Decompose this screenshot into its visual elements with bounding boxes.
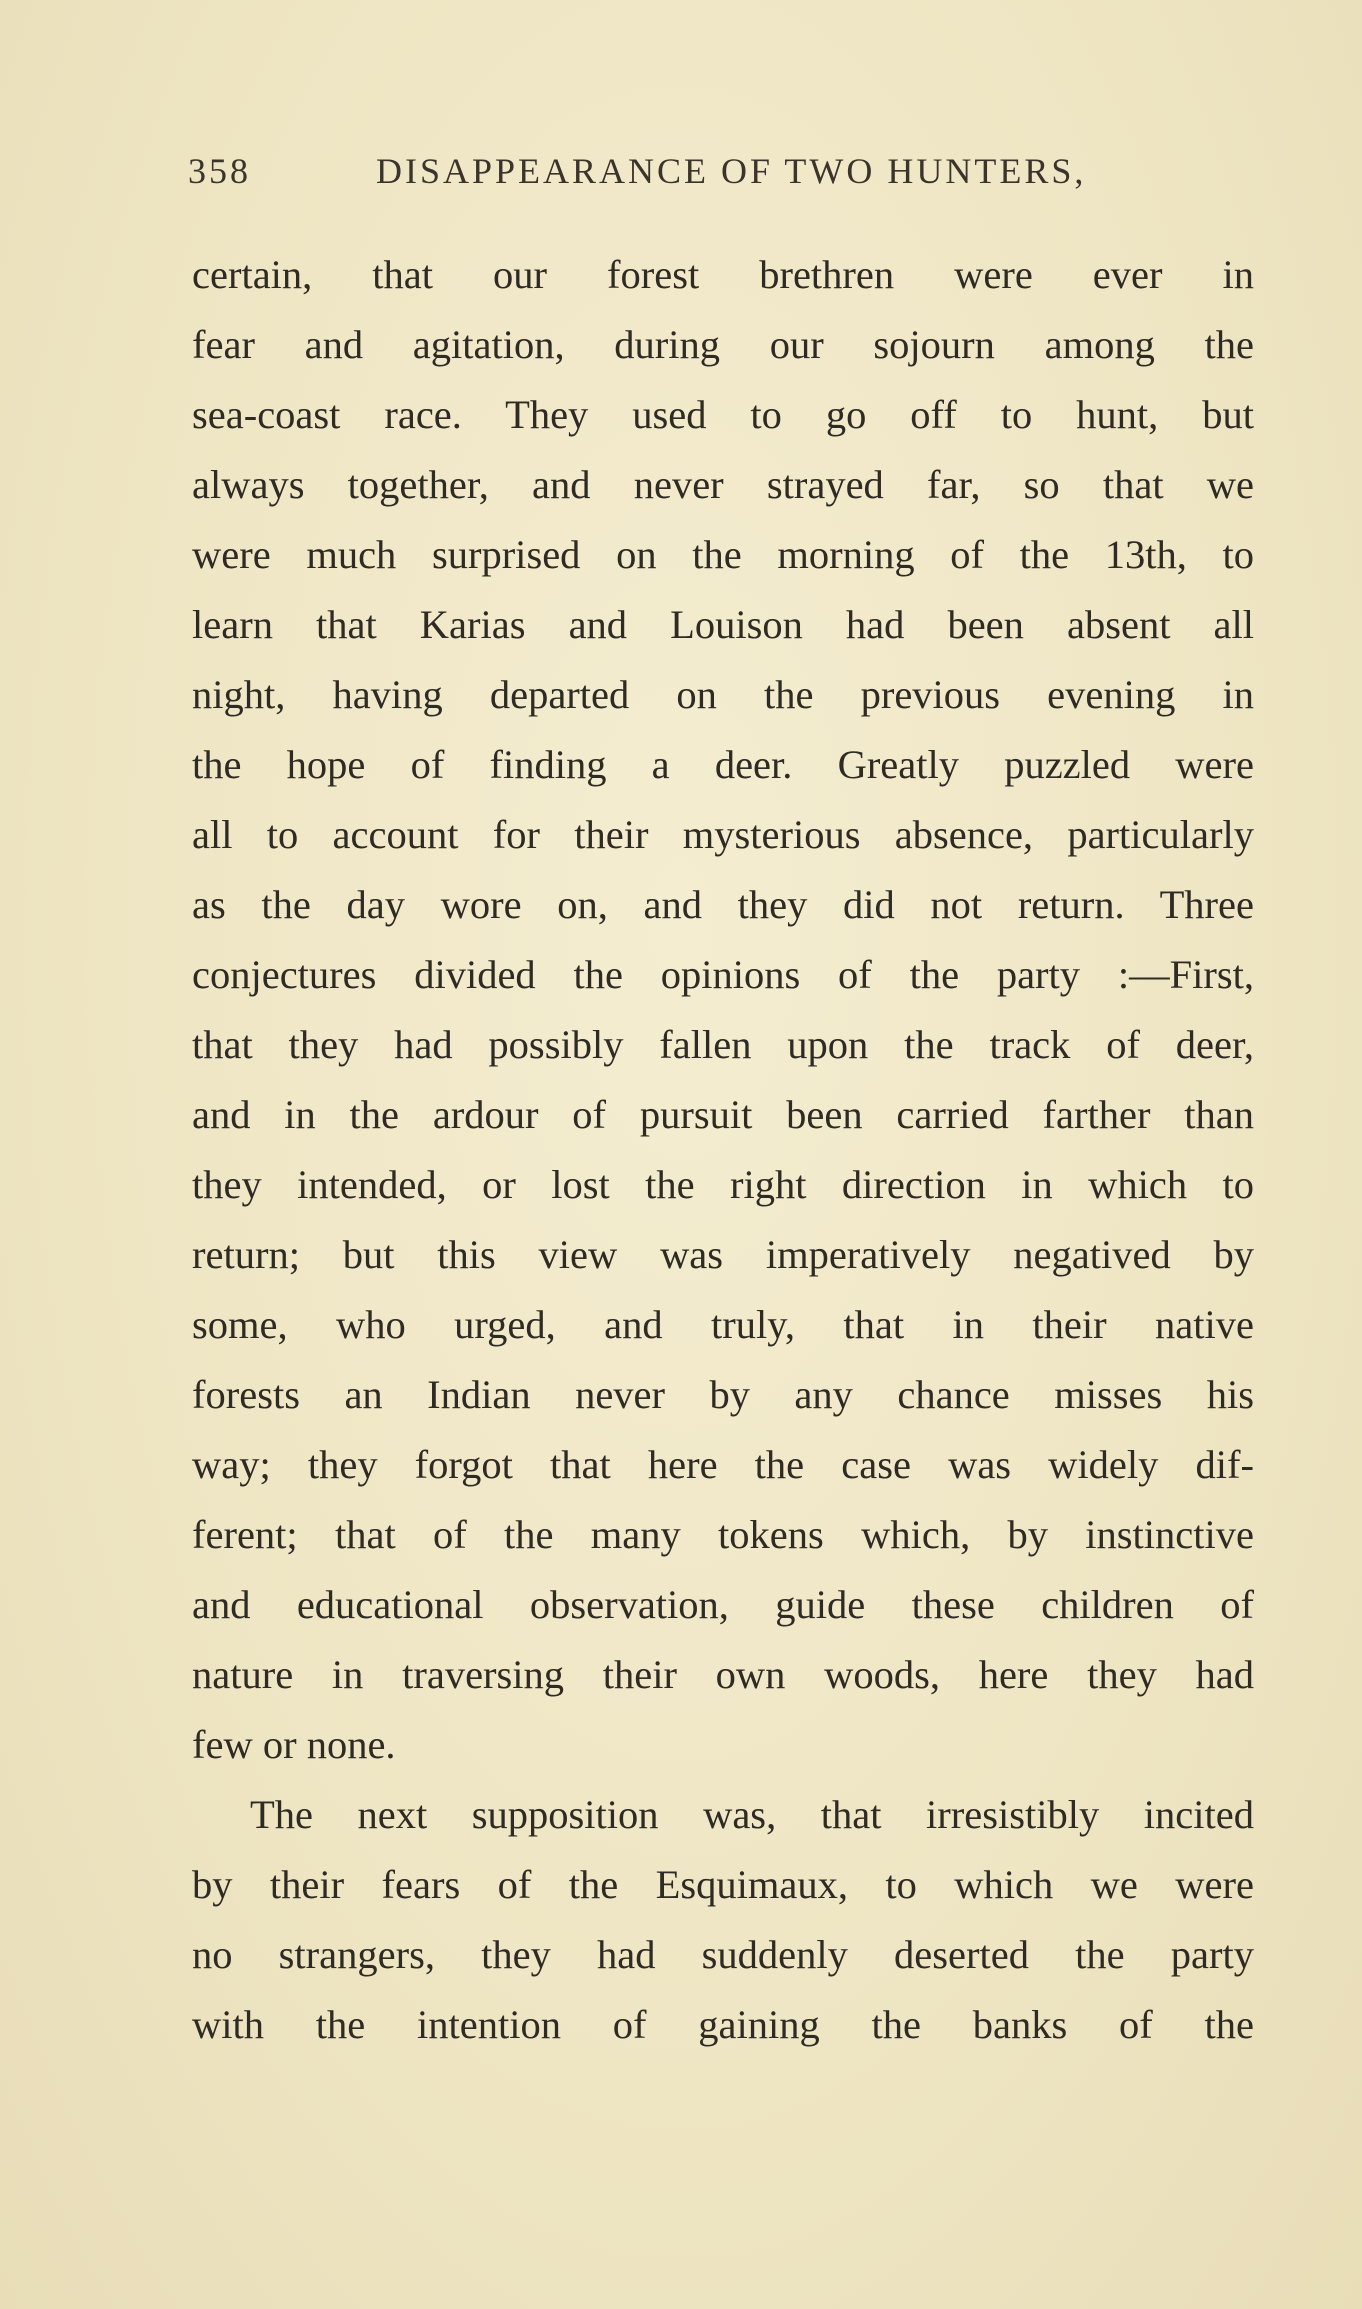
text-line: always together, and never strayed far, so that we bbox=[192, 462, 1254, 507]
text-line: way; they forgot that here the case was widely dif- bbox=[192, 1442, 1254, 1487]
text-line: with the intention of gaining the banks of the bbox=[192, 2002, 1254, 2047]
text-line: nature in traversing their own woods, here they had bbox=[192, 1652, 1254, 1697]
paragraph-1 bbox=[192, 240, 1254, 1780]
text-line: fear and agitation, during our sojourn among the bbox=[192, 322, 1254, 367]
text-line: they intended, or lost the right direction in which to bbox=[192, 1162, 1254, 1207]
text-line: The next supposition was, that irresistibly incited bbox=[250, 1792, 1254, 1837]
text-line: return; but this view was imperatively negatived by bbox=[192, 1232, 1254, 1277]
text-line: were much surprised on the morning of the 13th, to bbox=[192, 532, 1254, 577]
text-line: as the day wore on, and they did not return. Three bbox=[192, 882, 1254, 927]
text-line: no strangers, they had suddenly deserted the party bbox=[192, 1932, 1254, 1977]
text-line: all to account for their mysterious absence, particularly bbox=[192, 812, 1254, 857]
text-line: learn that Karias and Louison had been absent all bbox=[192, 602, 1254, 647]
text-line: few or none. bbox=[192, 1722, 396, 1767]
page-number: 358 bbox=[188, 151, 251, 191]
text-line: that they had possibly fallen upon the track of deer, bbox=[192, 1022, 1254, 1067]
text-line: certain, that our forest brethren were ever in bbox=[192, 252, 1254, 297]
text-line: and in the ardour of pursuit been carried farther than bbox=[192, 1092, 1254, 1137]
page-header bbox=[188, 150, 1188, 200]
running-head: DISAPPEARANCE OF TWO HUNTERS, bbox=[376, 151, 1087, 191]
text-line: sea-coast race. They used to go off to hunt, but bbox=[192, 392, 1254, 437]
body-text bbox=[192, 240, 1254, 2060]
text-line: the hope of finding a deer. Greatly puzzled were bbox=[192, 742, 1254, 787]
text-line: night, having departed on the previous evening in bbox=[192, 672, 1254, 717]
text-line: some, who urged, and truly, that in their native bbox=[192, 1302, 1254, 1347]
text-line: by their fears of the Esquimaux, to which we were bbox=[192, 1862, 1254, 1907]
text-line: ferent; that of the many tokens which, by instinctive bbox=[192, 1512, 1254, 1557]
text-line: conjectures divided the opinions of the party :—First, bbox=[192, 952, 1254, 997]
text-line: and educational observation, guide these children of bbox=[192, 1582, 1254, 1627]
text-line: forests an Indian never by any chance misses his bbox=[192, 1372, 1254, 1417]
paragraph-2 bbox=[192, 1780, 1254, 2060]
